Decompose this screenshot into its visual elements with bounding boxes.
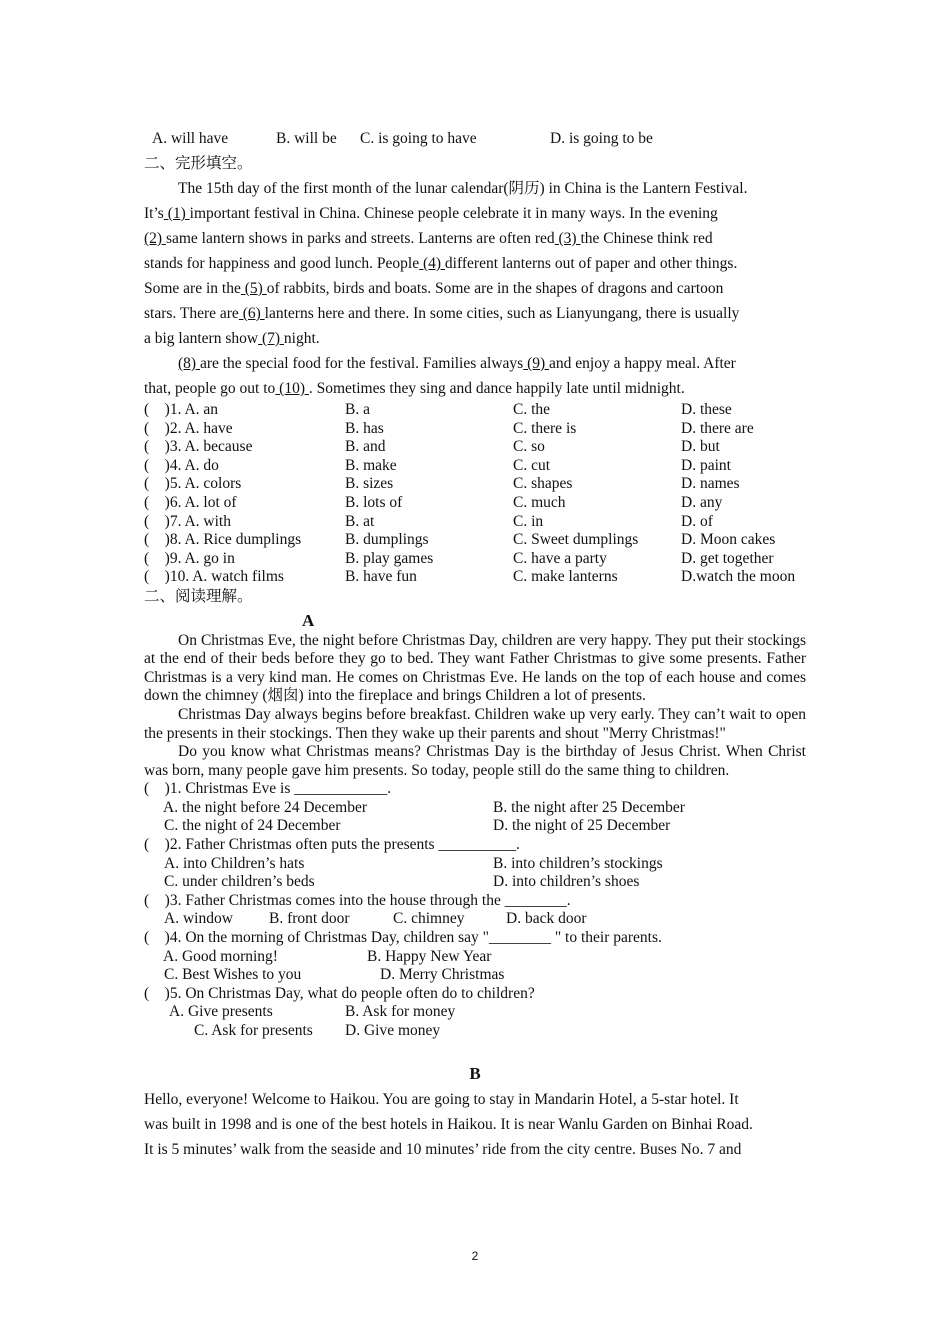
question-number-option: ( )4. A. do <box>144 456 219 474</box>
option-b: B. will be <box>276 130 337 147</box>
option: B. front door <box>269 910 350 928</box>
cloze-text: important festival in China. Chinese people celebrate it in many ways. In the evening <box>189 205 718 222</box>
question-a4-options <box>144 948 806 967</box>
cloze-text: same lantern shows in parks and streets. Lanterns are often red <box>165 230 555 247</box>
passage-b-line: It is 5 minutes’ walk from the seaside and 10 minutes’ ride from the city centre. Buses No. 7 and <box>144 1140 742 1158</box>
question-a5-options <box>144 1022 806 1041</box>
option: D. there are <box>681 419 754 437</box>
option: B. play games <box>345 549 434 567</box>
option: C. make lanterns <box>513 568 618 586</box>
cloze-option-row <box>144 531 806 550</box>
cloze-line <box>144 201 806 226</box>
cloze-text: stars. There are <box>144 305 239 322</box>
cloze-text: stands for happiness and good lunch. People <box>144 255 420 272</box>
cloze-passage <box>144 176 806 401</box>
cloze-text: of rabbits, birds and boats. Some are in the shapes of dragons and cartoon <box>266 280 724 297</box>
option: B. the night after 25 December <box>493 798 685 816</box>
option: D. paint <box>681 456 731 474</box>
option: B. make <box>345 456 397 474</box>
option: B. at <box>345 512 375 530</box>
passage-a-title: A <box>302 610 315 630</box>
question-number-option: ( )9. A. go in <box>144 549 235 567</box>
question-a3-options <box>144 910 806 929</box>
option: B. lots of <box>345 493 403 511</box>
cloze-option-row <box>144 438 806 457</box>
question-a4-options <box>144 966 806 985</box>
cloze-options <box>144 401 806 587</box>
question-a2-options <box>144 855 806 874</box>
question-number-option: ( )6. A. lot of <box>144 493 237 511</box>
page-number: 2 <box>471 1249 479 1263</box>
question-number-option: ( )8. A. Rice dumplings <box>144 531 302 549</box>
question-a1-options <box>144 799 806 818</box>
option: B. sizes <box>345 475 394 493</box>
blank-marker: (7) <box>258 330 284 347</box>
cloze-text: different lanterns out of paper and other things. <box>444 255 738 272</box>
option: D. of <box>681 512 713 530</box>
previous-question-options <box>144 126 806 151</box>
option: C. the <box>513 401 551 418</box>
option: B. Ask for money <box>345 1003 456 1021</box>
option: D. back door <box>506 910 587 928</box>
question-a3: ( )3. Father Christmas comes into the house through the ________. <box>144 891 571 909</box>
passage-b-line: Hello, everyone! Welcome to Haikou. You are going to stay in Mandarin Hotel, a 5-star hotel. It <box>144 1090 739 1108</box>
option: C. Ask for presents <box>194 1022 313 1039</box>
cloze-option-row <box>144 457 806 476</box>
option: D. Give money <box>345 1022 441 1039</box>
option: D. Merry Christmas <box>380 966 505 984</box>
option: C. shapes <box>513 475 573 493</box>
option: C. Best Wishes to you <box>164 966 302 984</box>
option: C. Sweet dumplings <box>513 531 639 549</box>
blank-marker: (1) <box>163 205 190 222</box>
option-a: A. will have <box>152 130 229 147</box>
passage-b-title: B <box>469 1063 481 1083</box>
cloze-option-row <box>144 420 806 439</box>
cloze-option-row <box>144 475 806 494</box>
cloze-line <box>144 351 806 376</box>
question-number-option: ( )2. A. have <box>144 419 233 437</box>
option: D. these <box>681 401 732 418</box>
blank-marker: (4) <box>419 255 445 272</box>
document-page <box>144 126 806 1162</box>
option: B. into children’s stockings <box>493 854 663 872</box>
blank-marker: (3) <box>554 230 581 247</box>
option: C. have a party <box>513 549 607 567</box>
blank-marker: (5) <box>240 280 267 297</box>
cloze-line <box>144 326 806 351</box>
option: A. window <box>164 910 233 928</box>
cloze-text: It’s <box>144 205 164 222</box>
option: C. cut <box>513 456 551 474</box>
option: B. has <box>345 419 384 437</box>
question-number-option: ( )7. A. with <box>144 512 231 530</box>
option: A. into Children’s hats <box>164 854 305 872</box>
cloze-line <box>144 251 806 276</box>
cloze-line <box>144 301 806 326</box>
cloze-text: and enjoy a happy meal. After <box>549 355 736 372</box>
option: B. dumplings <box>345 531 429 549</box>
option-c: C. is going to have <box>360 130 477 147</box>
cloze-line <box>144 276 806 301</box>
cloze-text: Some are in the <box>144 280 241 297</box>
cloze-option-row <box>144 401 806 420</box>
cloze-option-row <box>144 513 806 532</box>
cloze-text: . Sometimes they sing and dance happily late until midnight. <box>308 380 685 397</box>
option: D.watch the moon <box>681 568 796 586</box>
option: C. under children’s beds <box>164 873 315 891</box>
cloze-text: that, people go out to <box>144 380 276 397</box>
question-number-option: ( )10. A. watch films <box>144 568 284 586</box>
blank-marker: (9) <box>523 355 550 372</box>
option: D. into children’s shoes <box>493 873 640 891</box>
cloze-line <box>144 176 806 201</box>
cloze-text: lanterns here and there. In some cities, such as Lianyungang, there is usually <box>264 305 740 322</box>
question-a5-options <box>144 1003 806 1022</box>
option: D. names <box>681 475 740 493</box>
blank-marker: (6) <box>238 305 265 322</box>
option: D. get together <box>681 549 774 567</box>
option: A. Give presents <box>169 1003 273 1021</box>
cloze-text: night. <box>283 330 320 347</box>
blank-marker: (2) <box>144 230 166 247</box>
option: C. in <box>513 512 544 530</box>
cloze-text: the Chinese think red <box>580 230 713 247</box>
question-a2-options <box>144 873 806 892</box>
cloze-text: The 15th day of the first month of the lunar calendar(阴历) in China is the Lantern Festival. <box>178 180 748 197</box>
question-a1: ( )1. Christmas Eve is ____________. <box>144 780 392 798</box>
option: C. much <box>513 493 566 511</box>
blank-marker: (10) <box>275 380 309 397</box>
section-heading-reading: 二、阅读理解。 <box>144 587 253 605</box>
option: B. Happy New Year <box>367 947 492 965</box>
cloze-text: are the special food for the festival. Families always <box>199 355 524 372</box>
cloze-option-row <box>144 568 806 587</box>
option: D. the night of 25 December <box>493 817 671 835</box>
option: C. chimney <box>393 910 465 928</box>
question-a5: ( )5. On Christmas Day, what do people often do to children? <box>144 984 535 1002</box>
cloze-text: a big lantern show <box>144 330 259 347</box>
cloze-option-row <box>144 494 806 513</box>
option: D. any <box>681 493 723 511</box>
question-a2: ( )2. Father Christmas often puts the presents __________. <box>144 836 520 854</box>
passage-a-paragraph: Christmas Day always begins before breakfast. Children wake up very early. They can’t wait to open the presents in their stockings. Then they wake up their parents and shout "Merry Christmas!" <box>144 705 806 742</box>
option: D. but <box>681 438 720 456</box>
question-number-option: ( )3. A. because <box>144 438 253 456</box>
option: B. and <box>345 438 386 456</box>
question-number-option: ( )5. A. colors <box>144 475 242 493</box>
section-heading-cloze: 二、完形填空。 <box>144 155 253 172</box>
option: C. there is <box>513 419 577 437</box>
cloze-line <box>144 226 806 251</box>
question-a1-options <box>144 817 806 836</box>
cloze-line <box>144 376 806 401</box>
cloze-option-row <box>144 550 806 569</box>
option-d: D. is going to be <box>550 130 653 147</box>
option: B. have fun <box>345 568 417 586</box>
option: A. the night before 24 December <box>163 798 368 816</box>
option: A. Good morning! <box>163 947 278 965</box>
option: D. Moon cakes <box>681 531 776 549</box>
question-a4: ( )4. On the morning of Christmas Day, children say "________ " to their parents. <box>144 929 662 947</box>
passage-a-paragraph: Do you know what Christmas means? Christmas Day is the birthday of Jesus Christ. When Christ was born, many people gave him presents. So today, people still do the same thing to children. <box>144 743 806 779</box>
passage-a-paragraph: On Christmas Eve, the night before Christmas Day, children are very happy. They put their stockings at the end of their beds before they go to bed. They want Father Christmas to give some presents. Father Christmas is a very kind man. He comes on Christmas Eve. He lands on the top of each house and comes down the chimney (烟囱) into the fireplace and brings Children a lot of presents. <box>144 631 806 705</box>
option: C. the night of 24 December <box>164 817 341 835</box>
blank-marker: (8) <box>178 355 200 372</box>
option: C. so <box>513 438 545 456</box>
passage-b-line: was built in 1998 and is one of the best hotels in Haikou. It is near Wanlu Garden on Binhai Road. <box>144 1115 753 1133</box>
option: B. a <box>345 401 370 418</box>
question-number-option: ( )1. A. an <box>144 401 219 418</box>
